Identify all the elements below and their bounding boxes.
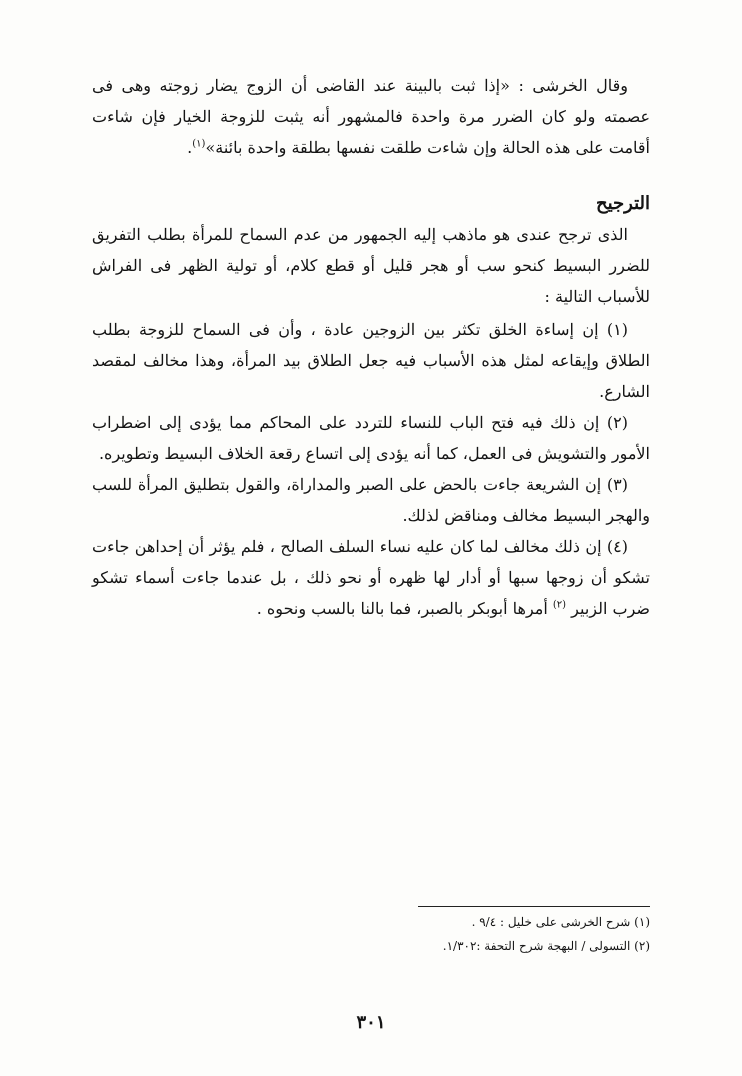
paragraph-reason-4: [92, 531, 650, 624]
footnote-1: (١) شرح الخرشى على خليل : ٩/٤ .: [471, 915, 650, 929]
footnote-divider: [418, 906, 650, 907]
paragraph-reason-1: (١) إن إساءة الخلق تكثر بين الزوجين عادة ، وأن فى السماح للزوجة بطلب الطلاق وإيقاعه لمثل هذه الأسباب فيه جعل الطلاق بيد المرأة، وهذا مخالف لمقصد الشارع.: [92, 320, 650, 401]
kharashi-quote-text: وقال الخرشى : «إذا ثبت بالبينة عند القاضى أن الزوج يضار زوجته وهى فى عصمته ولو كان الضرر مرة واحدة فالمشهور أنه يثبت للزوجة الخيار فإن شاءت أقامت على هذه الحالة وإن شاءت طلقت نفسها بطلقة واحدة بائنة»: [92, 76, 650, 157]
footnote-ref-1[interactable]: (١): [192, 138, 206, 150]
page-number: ٣٠١: [356, 1012, 386, 1033]
main-text: [92, 70, 650, 624]
paragraph-kharashi-quote: [92, 70, 650, 163]
footnote-ref-2[interactable]: (٢): [552, 599, 567, 611]
paragraph-preference: الذى ترجح عندى هو ماذهب إليه الجمهور من عدم السماح للمرأة بطلب التفريق للضرر البسيط كنحو سب أو هجر قليل أو قطع كلام، أو تولية الظهر فى الفراش للأسباب التالية :: [92, 225, 650, 306]
kharashi-quote-end: .: [187, 138, 193, 157]
paragraph-reason-2: (٢) إن ذلك فيه فتح الباب للنساء للتردد على المحاكم مما يؤدى إلى اضطراب الأمور والتشويش فى العمل، كما أنه يؤدى إلى اتساع رقعة الخلاف البسيط وتطويره.: [92, 413, 650, 463]
reason-4-text-a: (٤) إن ذلك مخالف لما كان عليه نساء السلف الصالح ، فلم يؤثر أن إحداهن جاءت تشكو أن زوجها سبها أو أدار لها ظهره أو نحو ذلك ، بل عندما جاءت أسماء تشكو ضرب الزبير: [92, 537, 650, 618]
footnote-2: (٢) التسولى / البهجة شرح التحفة :١/٣٠٢.: [442, 939, 650, 953]
section-heading-tarjih: الترجيح: [595, 193, 650, 214]
reason-4-text-b: أمرها أبوبكر بالصبر، فما بالنا بالسب ونحوه .: [256, 599, 548, 618]
paragraph-reason-3: (٣) إن الشريعة جاءت بالحض على الصبر والمداراة، والقول بتطليق المرأة للسب والهجر البسيط مخالف ومناقض لذلك.: [92, 475, 650, 525]
footnotes: [250, 910, 650, 958]
